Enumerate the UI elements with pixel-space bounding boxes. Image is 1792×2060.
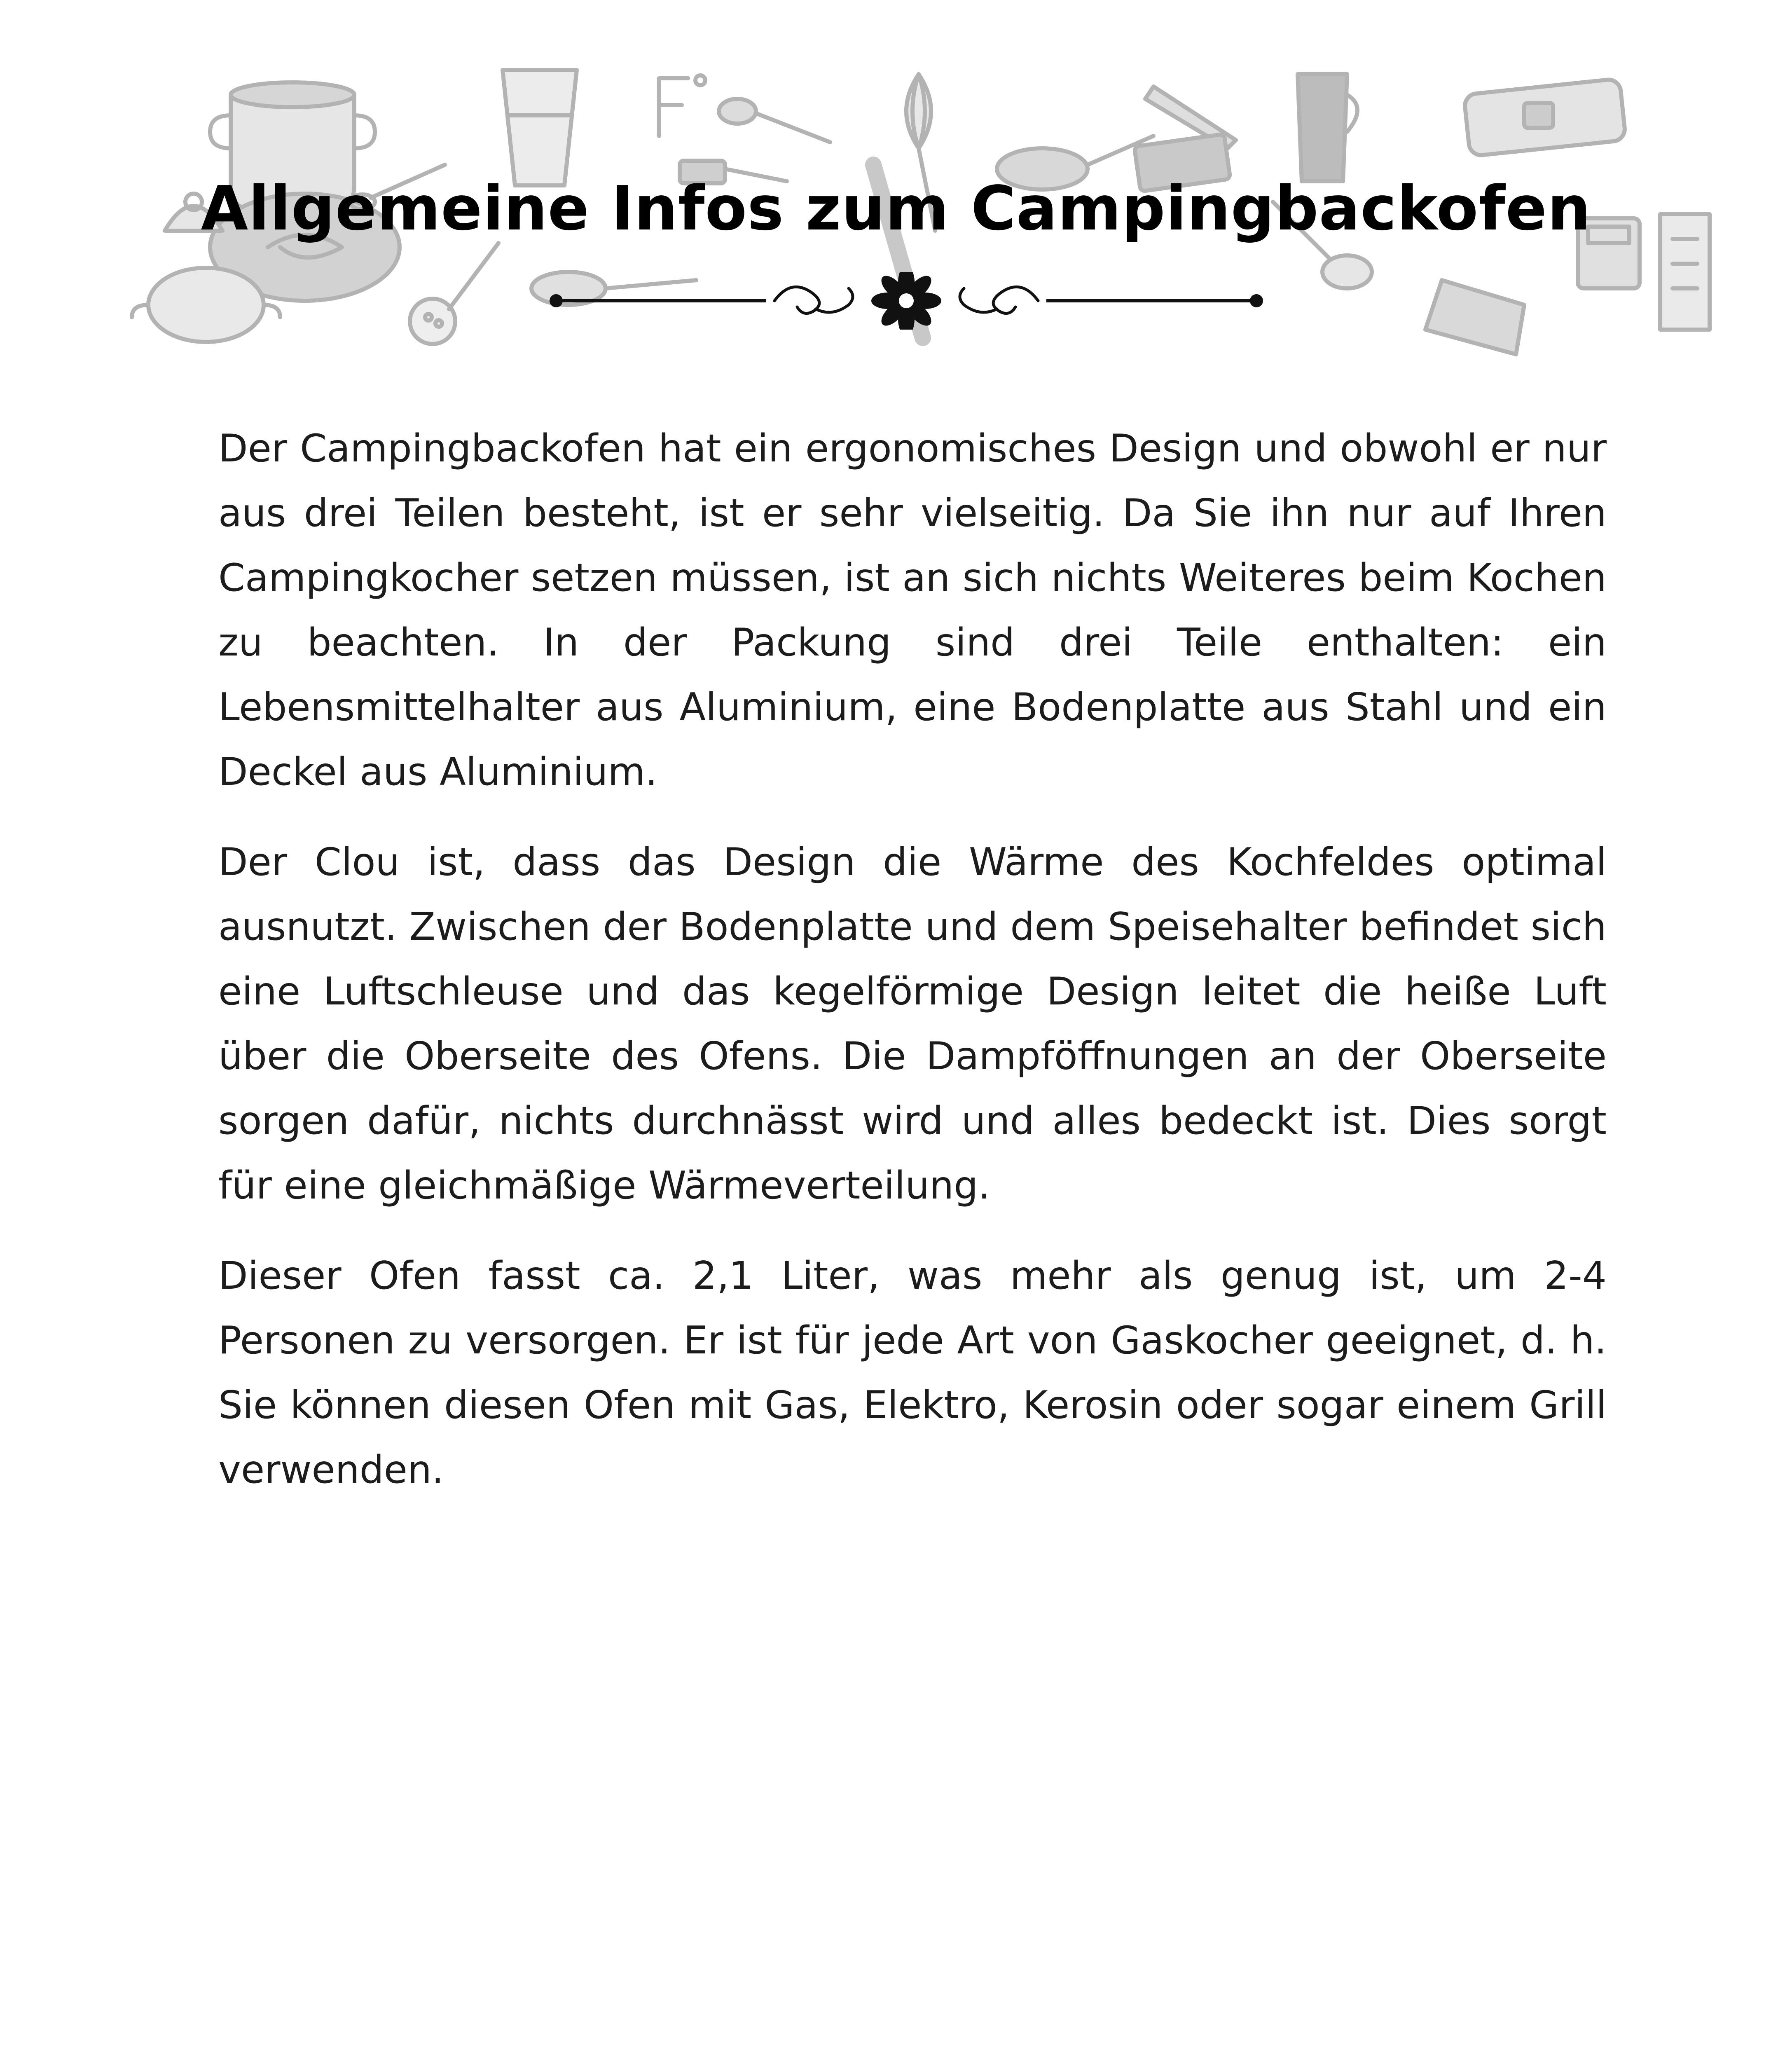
paragraph: Der Clou ist, dass das Design die Wärme des Kochfeldes optimal ausnutzt. Zwischen der Bodenplatte und dem Speisehalter befindet sich eine Luftschleuse und das kegelförmige Design leitet die heiße Luft über die Oberseite des Ofens. Die Dampföffnungen an der Oberseite sorgen dafür, nichts durchnässt wird und alles bedeckt ist. Dies sorgt für eine gleichmäßige Wärmeverteilung. — [218, 840, 1607, 1208]
skimmer-icon — [410, 243, 498, 344]
towel-icon — [1425, 280, 1524, 354]
glass-icon — [503, 70, 577, 185]
paragraph: Der Campingbackofen hat ein ergonomisches Design und obwohl er nur aus drei Teilen besteht, ist er sehr vielseitig. Da Sie ihn nur auf Ihren Campingkocher setzen müssen, ist an sich nichts Weiteres beim Kochen zu beachten. In der Packung sind drei Teile enthalten: ein Lebensmittelhalter aus Aluminium, eine Bodenplatte aus Stahl und ein Deckel aus Aluminium. — [218, 426, 1607, 794]
title-divider — [544, 272, 1269, 331]
cake-ring-icon — [1464, 79, 1626, 157]
flower-ornament-icon — [871, 272, 941, 330]
paragraph: Dieser Ofen fasst ca. 2,1 Liter, was mehr als genug ist, um 2-4 Personen zu versorgen. Er ist für jede Art von Gaskocher geeignet, d. h. Sie können diesen Ofen mit Gas, Elektro, Kerosin oder sogar einem Grill verwenden. — [218, 1253, 1607, 1492]
jug-icon — [1298, 74, 1357, 181]
temperature-sign-icon — [659, 75, 705, 136]
page-title: Allgemeine Infos zum Campingbackofen — [201, 173, 1591, 244]
spoon-icon — [719, 99, 830, 142]
body-text — [218, 416, 1607, 1528]
